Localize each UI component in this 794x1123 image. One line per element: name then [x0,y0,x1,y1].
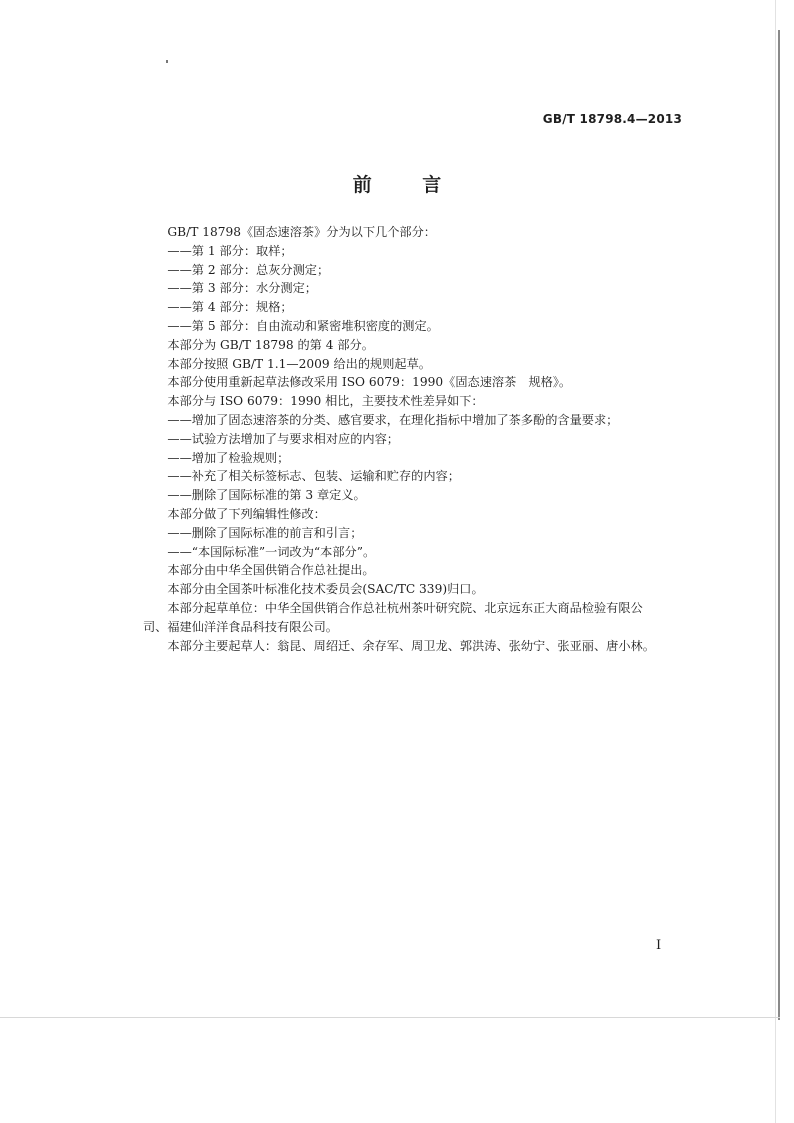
paragraph: 本部分与 ISO 6079：1990 相比，主要技术性差异如下： [167,394,484,409]
paragraph: 本部分主要起草人：翁昆、周绍迁、余存军、周卫龙、郭洪涛、张幼宁、张亚丽、唐小林。 [167,638,655,653]
list-item: ——试验方法增加了与要求相对应的内容； [167,431,399,446]
list-item: ——补充了相关标签标志、包装、运输和贮存的内容； [167,469,460,484]
paragraph: 本部分由全国茶叶标准化技术委员会(SAC/TC 339)归口。 [167,582,484,597]
list-item: ——增加了固态速溶茶的分类、感官要求，在理化指标中增加了茶多酚的含量要求； [167,412,619,427]
foreword-body [143,223,663,655]
list-item: ——删除了国际标准的前言和引言； [167,525,363,540]
page-number: I [656,938,662,953]
paragraph: GB/T 18798《固态速溶茶》分为以下几个部分： [167,225,436,239]
scan-edge-bottom [0,1017,780,1018]
list-item: ——删除了国际标准的第 3 章定义。 [167,488,366,503]
scan-edge [775,0,776,1123]
list-item: ——第 1 部分：取样； [167,243,293,258]
scan-speck [166,60,168,63]
paragraph: 本部分为 GB/T 18798 的第 4 部分。 [167,337,374,352]
paragraph: 本部分按照 GB/T 1.1—2009 给出的规则起草。 [167,356,431,371]
list-item: ——“本国际标准”一词改为“本部分”。 [167,544,376,559]
list-item: ——增加了检验规则； [167,450,290,465]
list-item: ——第 3 部分：水分测定； [167,281,317,296]
paragraph: 本部分使用重新起草法修改采用 ISO 6079：1990《固态速溶茶 规格》。 [167,375,572,390]
page-title: 前 言 [352,174,464,196]
list-item: ——第 2 部分：总灰分测定； [167,262,330,277]
paragraph: 本部分起草单位：中华全国供销合作总社杭州茶叶研究院、北京远东正大商品检验有限公司、福建仙洋洋食品科技有限公司。 [143,600,643,634]
list-item: ——第 5 部分：自由流动和紧密堆积密度的测定。 [167,318,439,333]
standard-code: GB/T 18798.4—2013 [542,112,682,126]
paragraph: 本部分做了下列编辑性修改： [167,506,326,521]
paragraph: 本部分由中华全国供销合作总社提出。 [167,563,375,578]
list-item: ——第 4 部分：规格； [167,300,293,315]
